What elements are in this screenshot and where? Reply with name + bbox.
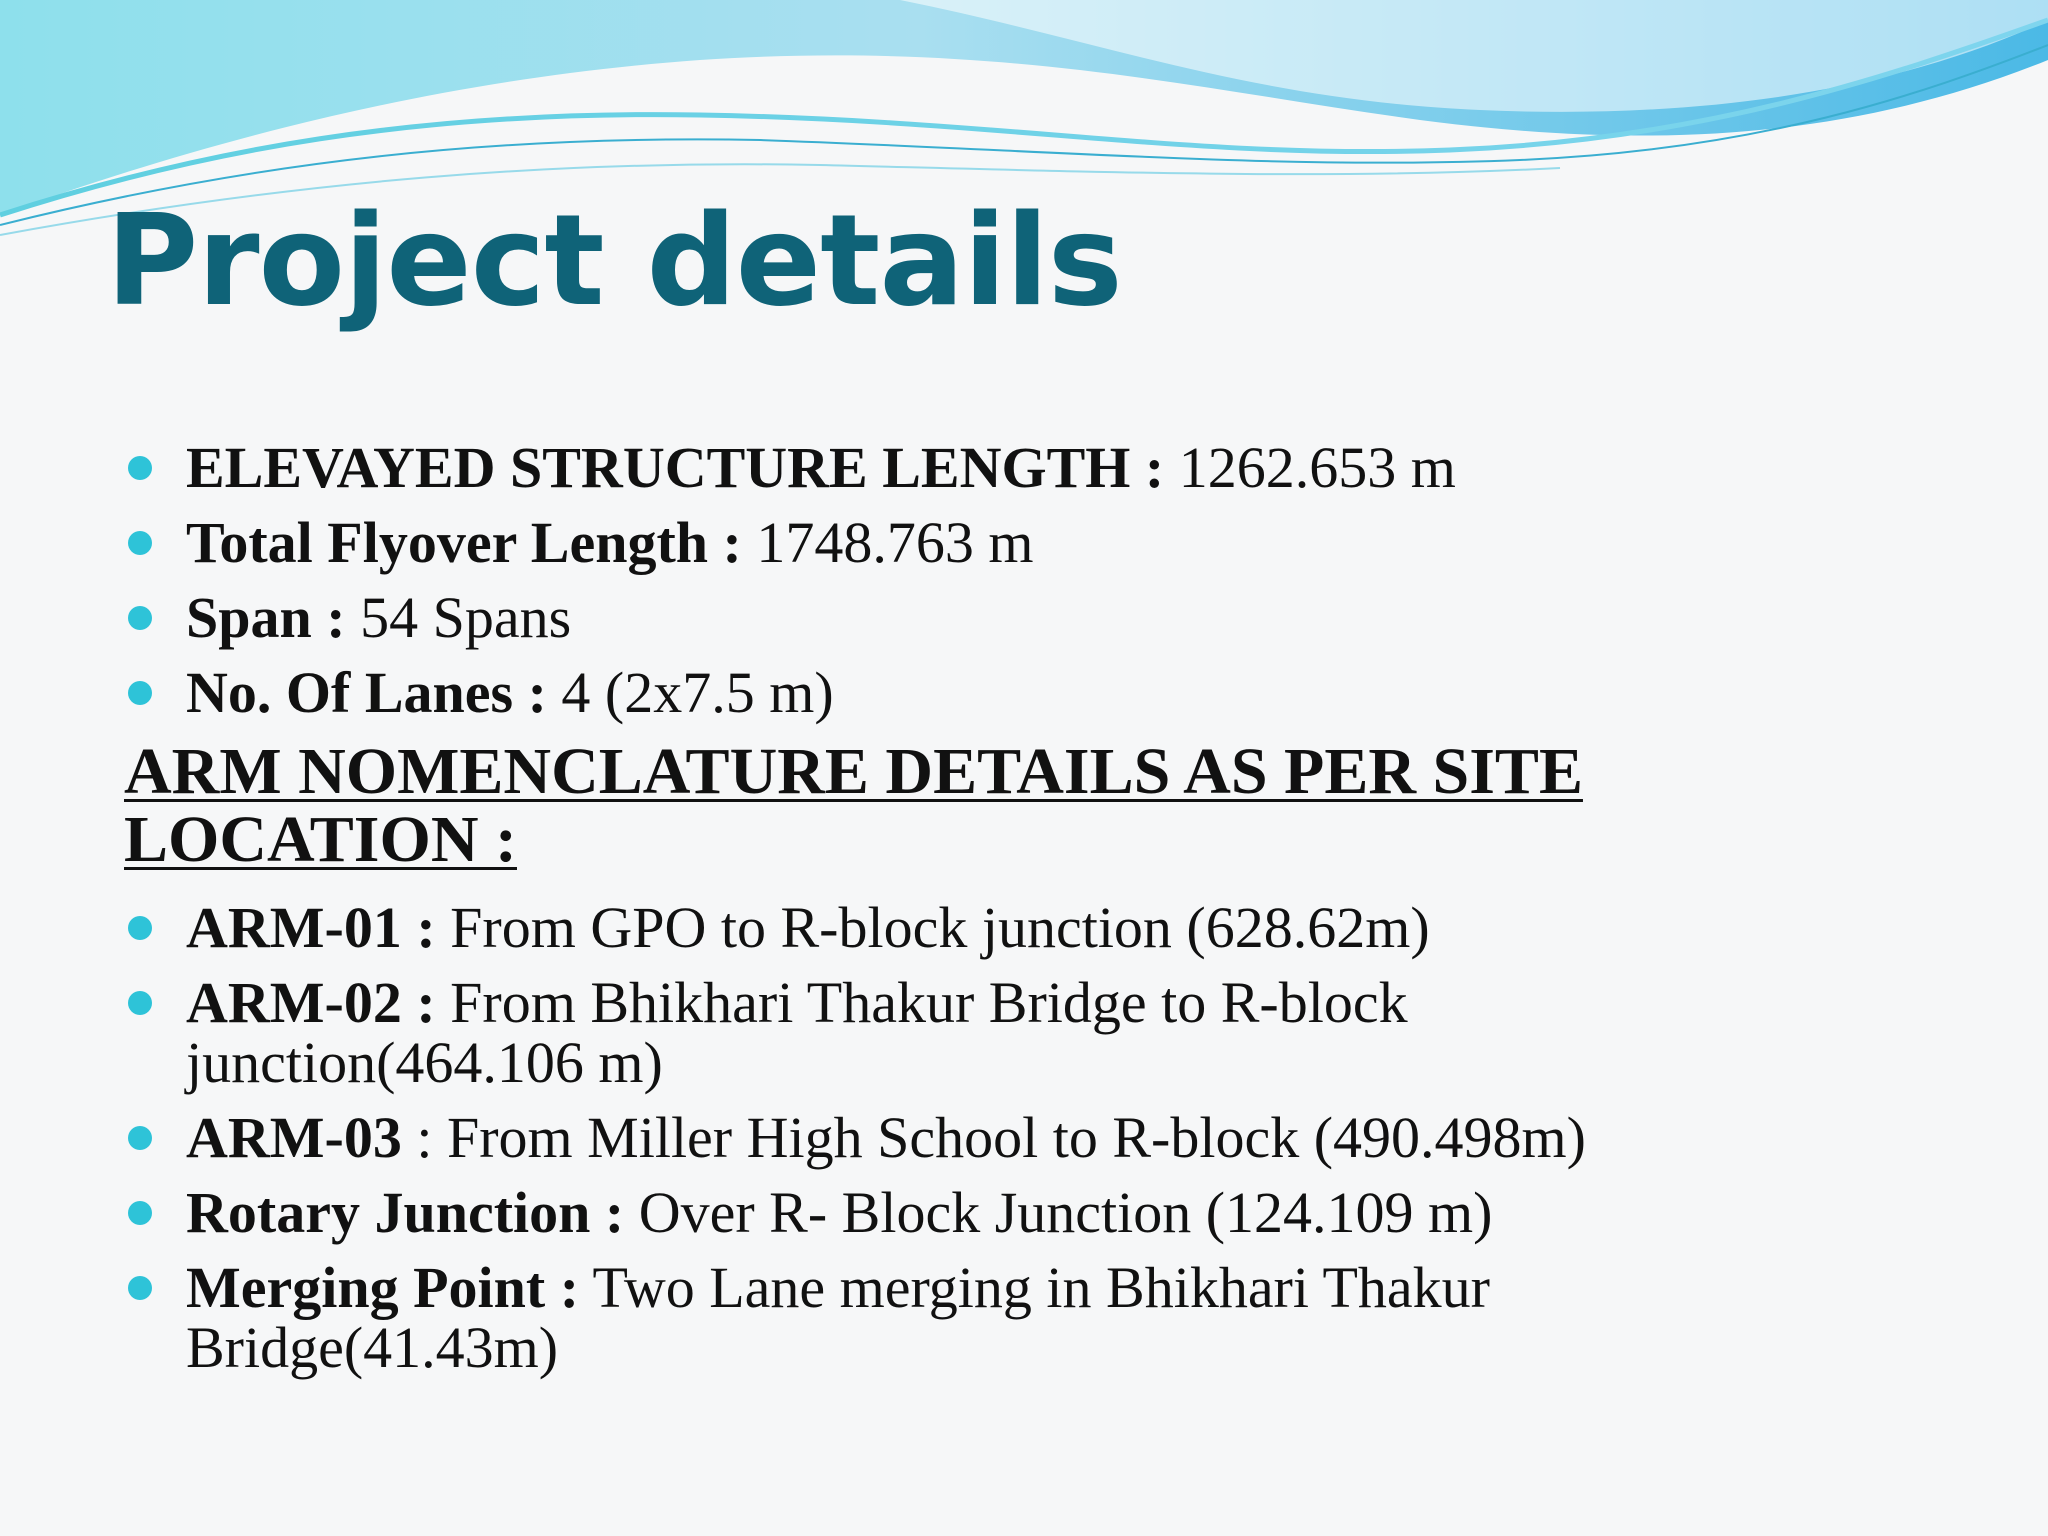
bullet-icon bbox=[128, 681, 152, 705]
detail-item-span: Span : 54 Spans bbox=[186, 585, 572, 650]
rotary-junction-item: Rotary Junction : Over R- Block Junction (124.109 m) bbox=[186, 1180, 1493, 1245]
slide-title: Project details bbox=[106, 187, 1122, 334]
arm-item-03: ARM-03 : From Miller High School to R-block (490.498m) bbox=[186, 1105, 1586, 1170]
section-heading: ARM NOMENCLATURE DETAILS AS PER SITE LOCATION : bbox=[124, 735, 1583, 876]
detail-item-lanes: No. Of Lanes : 4 (2x7.5 m) bbox=[186, 660, 834, 725]
bullet-icon bbox=[128, 991, 152, 1015]
merging-point-item: Merging Point : Two Lane merging in Bhikhari Thakur Bridge(41.43m) bbox=[186, 1255, 1490, 1380]
arm-item-01: ARM-01 : From GPO to R-block junction (628.62m) bbox=[186, 895, 1430, 960]
detail-item-elevated-length: ELEVAYED STRUCTURE LENGTH : 1262.653 m bbox=[186, 435, 1456, 500]
bullet-icon bbox=[128, 916, 152, 940]
bullet-icon bbox=[128, 531, 152, 555]
bullet-icon bbox=[128, 1126, 152, 1150]
bullet-icon bbox=[128, 1201, 152, 1225]
bullet-icon bbox=[128, 456, 152, 480]
bullet-icon bbox=[128, 606, 152, 630]
arm-item-02: ARM-02 : From Bhikhari Thakur Bridge to R-block junction(464.106 m) bbox=[186, 970, 1408, 1095]
bullet-icon bbox=[128, 1276, 152, 1300]
detail-item-flyover-length: Total Flyover Length : 1748.763 m bbox=[186, 510, 1034, 575]
